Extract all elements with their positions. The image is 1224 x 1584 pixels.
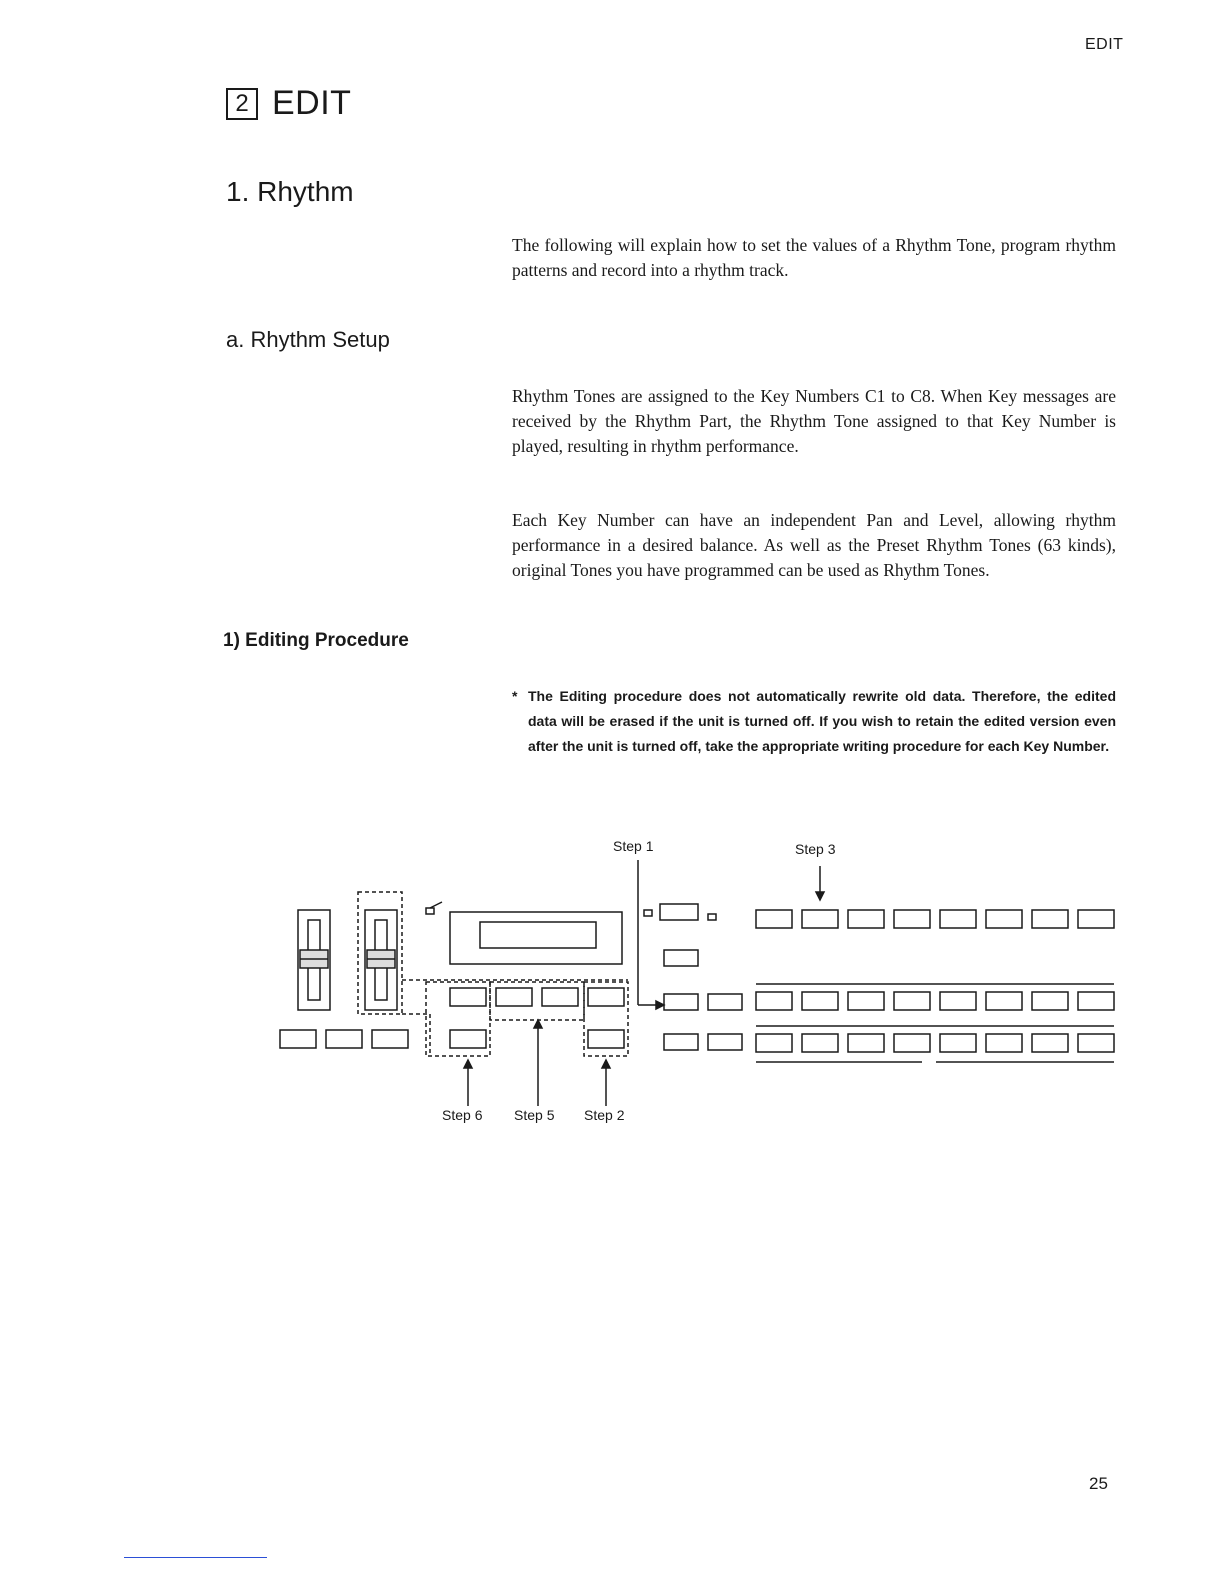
section-title: 1. Rhythm [226,176,354,207]
procedure-title: 1) Editing Procedure [223,630,409,651]
subsection-title: a. Rhythm Setup [226,327,390,352]
footer-rule [124,1557,267,1558]
rom-play-button [664,950,698,966]
number-button-5 [940,1034,976,1052]
enter-button [1078,910,1114,928]
front-panel-illustration [260,830,1120,1140]
step-1-label: Step 1 [613,838,654,854]
key-transpose-led [426,908,434,914]
bank-button-8 [1078,992,1114,1010]
number-button-3 [848,1034,884,1052]
exit-button [756,910,792,928]
upper-button [542,988,578,1006]
page-number: 25 [1089,1474,1108,1493]
a-b-button [708,1034,742,1050]
tone-function-button [848,910,884,928]
chapter-number: 2 [226,88,258,120]
bank-button-6 [986,992,1022,1010]
display-button [588,988,624,1006]
compare-button [940,910,976,928]
note-star: * [512,688,518,704]
multi-timbral-led [644,910,652,916]
midi-button [894,910,930,928]
number-button-8 [1078,1034,1114,1052]
chapter-heading [226,84,351,123]
number-button-2 [802,1034,838,1052]
data-transfer-button [1032,910,1068,928]
setup-paragraph-2: Each Key Number can have an independent Pan and Level, allowing rhythm performance in a desired balance. As well as the Preset Rhythm Tones (63 kinds), original Tones you have programmed can be used as Rhythm Tones. [512,510,1116,580]
bank-button-7 [1032,992,1068,1010]
step-2-label: Step 2 [584,1107,625,1123]
bank-button-5 [940,992,976,1010]
intro-paragraph: The following will explain how to set the values of a Rhythm Tone, program rhythm patterns and record into a rhythm track. [512,235,1116,280]
lcd-screen [480,922,596,948]
bank-button-2 [802,992,838,1010]
tempo-button [372,1030,408,1048]
step-5-label: Step 5 [514,1107,555,1123]
stop-button [280,1030,316,1048]
bank-button-3 [848,992,884,1010]
note-block [512,684,1116,759]
value-up-button [450,988,486,1006]
number-button-4 [894,1034,930,1052]
number-button-7 [1032,1034,1068,1052]
start-button [326,1030,362,1048]
bank-button-1 [756,992,792,1010]
note-text: The Editing procedure does not automatically rewrite old data. Therefore, the edited data will be erased if the unit is turned off. If you wish to retain the edited version even after the unit is turned off, take the appropriate writing procedure for each Key Number. [528,688,1116,754]
multi-timbral-button [660,904,698,920]
lower-button [496,988,532,1006]
rhythm-button [664,994,698,1010]
front-panel-diagram [260,830,1120,1140]
number-button-1 [756,1034,792,1052]
setup-paragraph-1: Rhythm Tones are assigned to the Key Numbers C1 to C8. When Key messages are received by the Rhythm Part, the Rhythm Tone assigned to that Key Number is played, resulting in rhythm performance. [512,386,1116,456]
bank-button-4 [894,992,930,1010]
step-3-label: Step 3 [795,841,836,857]
value-down-button [450,1030,486,1048]
write-button [986,910,1022,928]
display-down-button [588,1030,624,1048]
int-card-button [708,994,742,1010]
number-button-6 [986,1034,1022,1052]
performance-led [708,914,716,920]
step-6-label: Step 6 [442,1107,483,1123]
edit-button [802,910,838,928]
running-header: EDIT [1085,36,1124,53]
synth-button [664,1034,698,1050]
chapter-title: EDIT [272,84,352,122]
